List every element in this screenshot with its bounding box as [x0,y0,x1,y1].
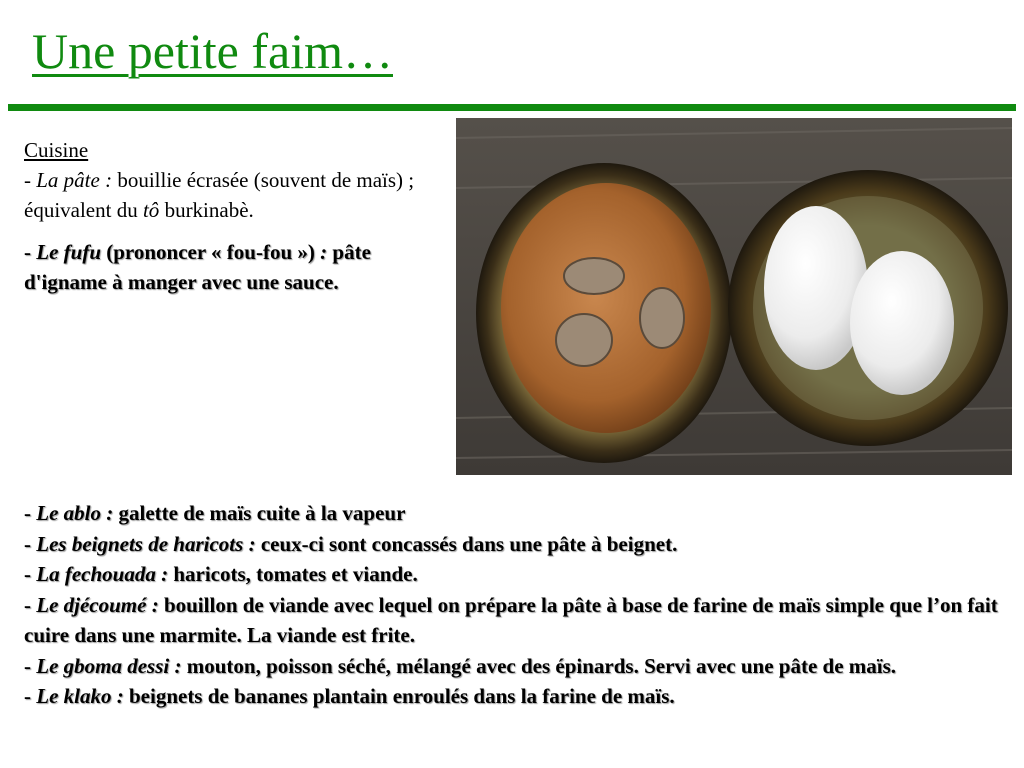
dishes-list [24,498,1004,712]
item-bullet: - [24,653,37,678]
item-desc: (prononcer « fou-fou ») [101,240,315,264]
section-heading: Cuisine [24,138,89,162]
food-photo [456,118,1012,475]
item-desc: beignets de bananes plantain enroulés dans la farine de maïs. [123,684,675,708]
item-term: Le klako : [36,684,124,708]
item-term: La fechouada : [36,562,169,586]
item-desc: burkinabè. [159,198,254,222]
slide-title: Une petite faim… [32,23,393,79]
item-bullet: - [24,684,37,708]
item-bullet: - [24,531,37,556]
item-bullet: - [24,562,37,586]
item-term: Les beignets de haricots : [36,531,256,556]
food-photo-illustration [456,118,1012,475]
item-desc-italic: tô [142,198,160,222]
item-desc: mouton, poisson séché, mélangé avec des épinards. Servi avec une pâte de maïs. [181,653,897,678]
intro-text [24,135,444,297]
list-item [24,681,1004,712]
item-term: Le fufu [36,240,101,264]
item-term: La pâte : [36,168,113,192]
list-item [24,529,1004,560]
item-term: Le djécoumé : [36,592,159,617]
item-term: Le ablo : [36,501,114,525]
list-item [24,651,1004,682]
item-pate [24,165,444,225]
list-item [24,559,1004,590]
item-bullet: - [24,592,37,617]
item-desc: haricots, tomates et viande. [168,562,418,586]
item-bullet: - [24,501,37,525]
list-item [24,498,1004,529]
item-desc: bouillie écrasée (souvent de maïs) ; équivalent du [24,168,415,222]
title-divider [8,104,1016,111]
item-desc: galette de maïs cuite à la vapeur [113,501,406,525]
item-bullet: - [24,240,37,264]
item-desc: ceux-ci sont concassés dans une pâte à beignet. [255,531,678,556]
item-colon: : [314,240,328,264]
list-item [24,590,1004,651]
item-fufu [24,237,444,297]
item-desc: bouillon de viande avec lequel on prépare la pâte à base de farine de maïs simple que l’on fait cuire dans une marmite. La viande est frite. [24,592,998,647]
item-bullet: - [24,168,37,192]
item-desc: pâte d'igname à manger avec une sauce. [24,240,371,294]
item-term: Le gboma dessi : [36,653,182,678]
